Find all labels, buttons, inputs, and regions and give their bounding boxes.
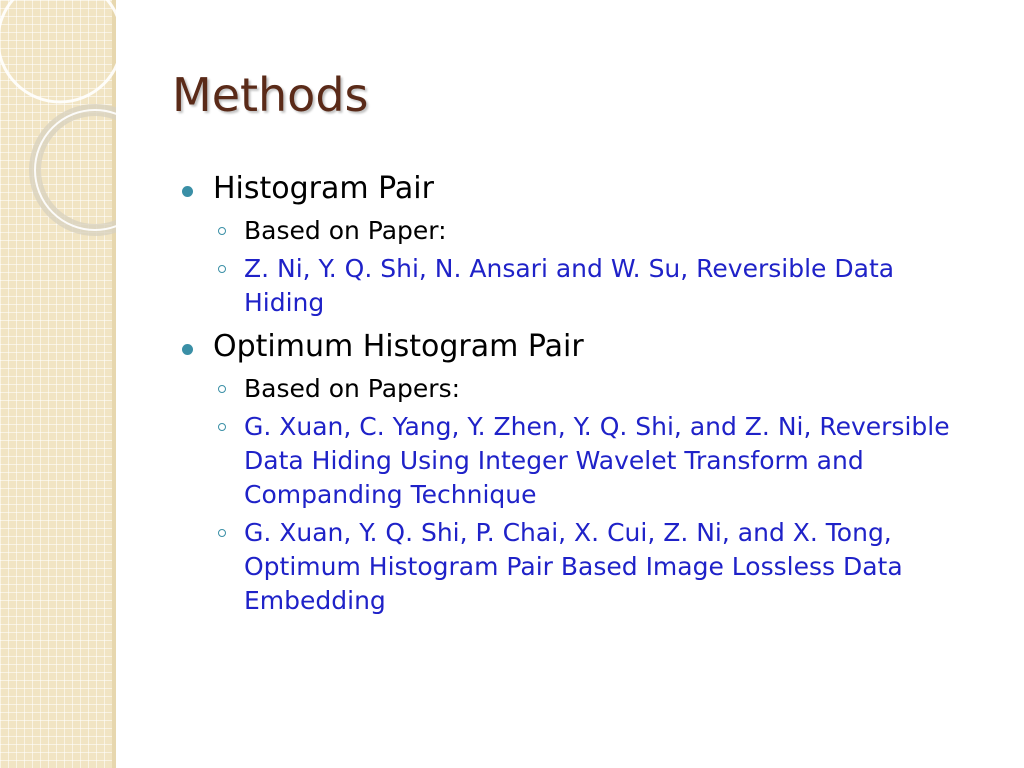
paper-reference-link[interactable] xyxy=(182,252,962,320)
bullet-histogram-pair xyxy=(182,170,962,208)
bullet-optimum-histogram-pair xyxy=(182,328,962,366)
sub-bullet-text: Based on Paper: xyxy=(244,216,447,245)
sub-bullet-list xyxy=(182,372,962,618)
sub-bullet xyxy=(182,214,962,248)
sub-bullet-text: Based on Papers: xyxy=(244,374,461,403)
decorative-circles xyxy=(0,0,116,260)
ring-bullet-icon xyxy=(218,227,226,235)
bullet-heading: Optimum Histogram Pair xyxy=(213,329,584,364)
paper-reference-link[interactable] xyxy=(182,410,962,512)
bullet-content xyxy=(182,164,962,626)
ring-bullet-icon xyxy=(218,385,226,393)
sub-bullet-list xyxy=(182,214,962,320)
ring-bullet-icon xyxy=(218,265,226,273)
ring-bullet-icon xyxy=(218,529,226,537)
paper-reference-text[interactable]: Z. Ni, Y. Q. Shi, N. Ansari and W. Su, Reversible Data Hiding xyxy=(244,254,895,317)
bullet-dot-icon xyxy=(182,186,193,197)
bullet-heading: Histogram Pair xyxy=(213,171,434,206)
slide-title: Methods xyxy=(172,68,369,122)
ring-bullet-icon xyxy=(218,423,226,431)
paper-reference-text[interactable]: G. Xuan, C. Yang, Y. Zhen, Y. Q. Shi, and Z. Ni, Reversible Data Hiding Using Integer Wavelet Transform and Companding Technique xyxy=(244,412,950,509)
paper-reference-link[interactable] xyxy=(182,516,962,618)
bullet-dot-icon xyxy=(182,344,193,355)
sub-bullet xyxy=(182,372,962,406)
paper-reference-text[interactable]: G. Xuan, Y. Q. Shi, P. Chai, X. Cui, Z. Ni, and X. Tong, Optimum Histogram Pair Based Image Lossless Data Embedding xyxy=(244,518,903,615)
